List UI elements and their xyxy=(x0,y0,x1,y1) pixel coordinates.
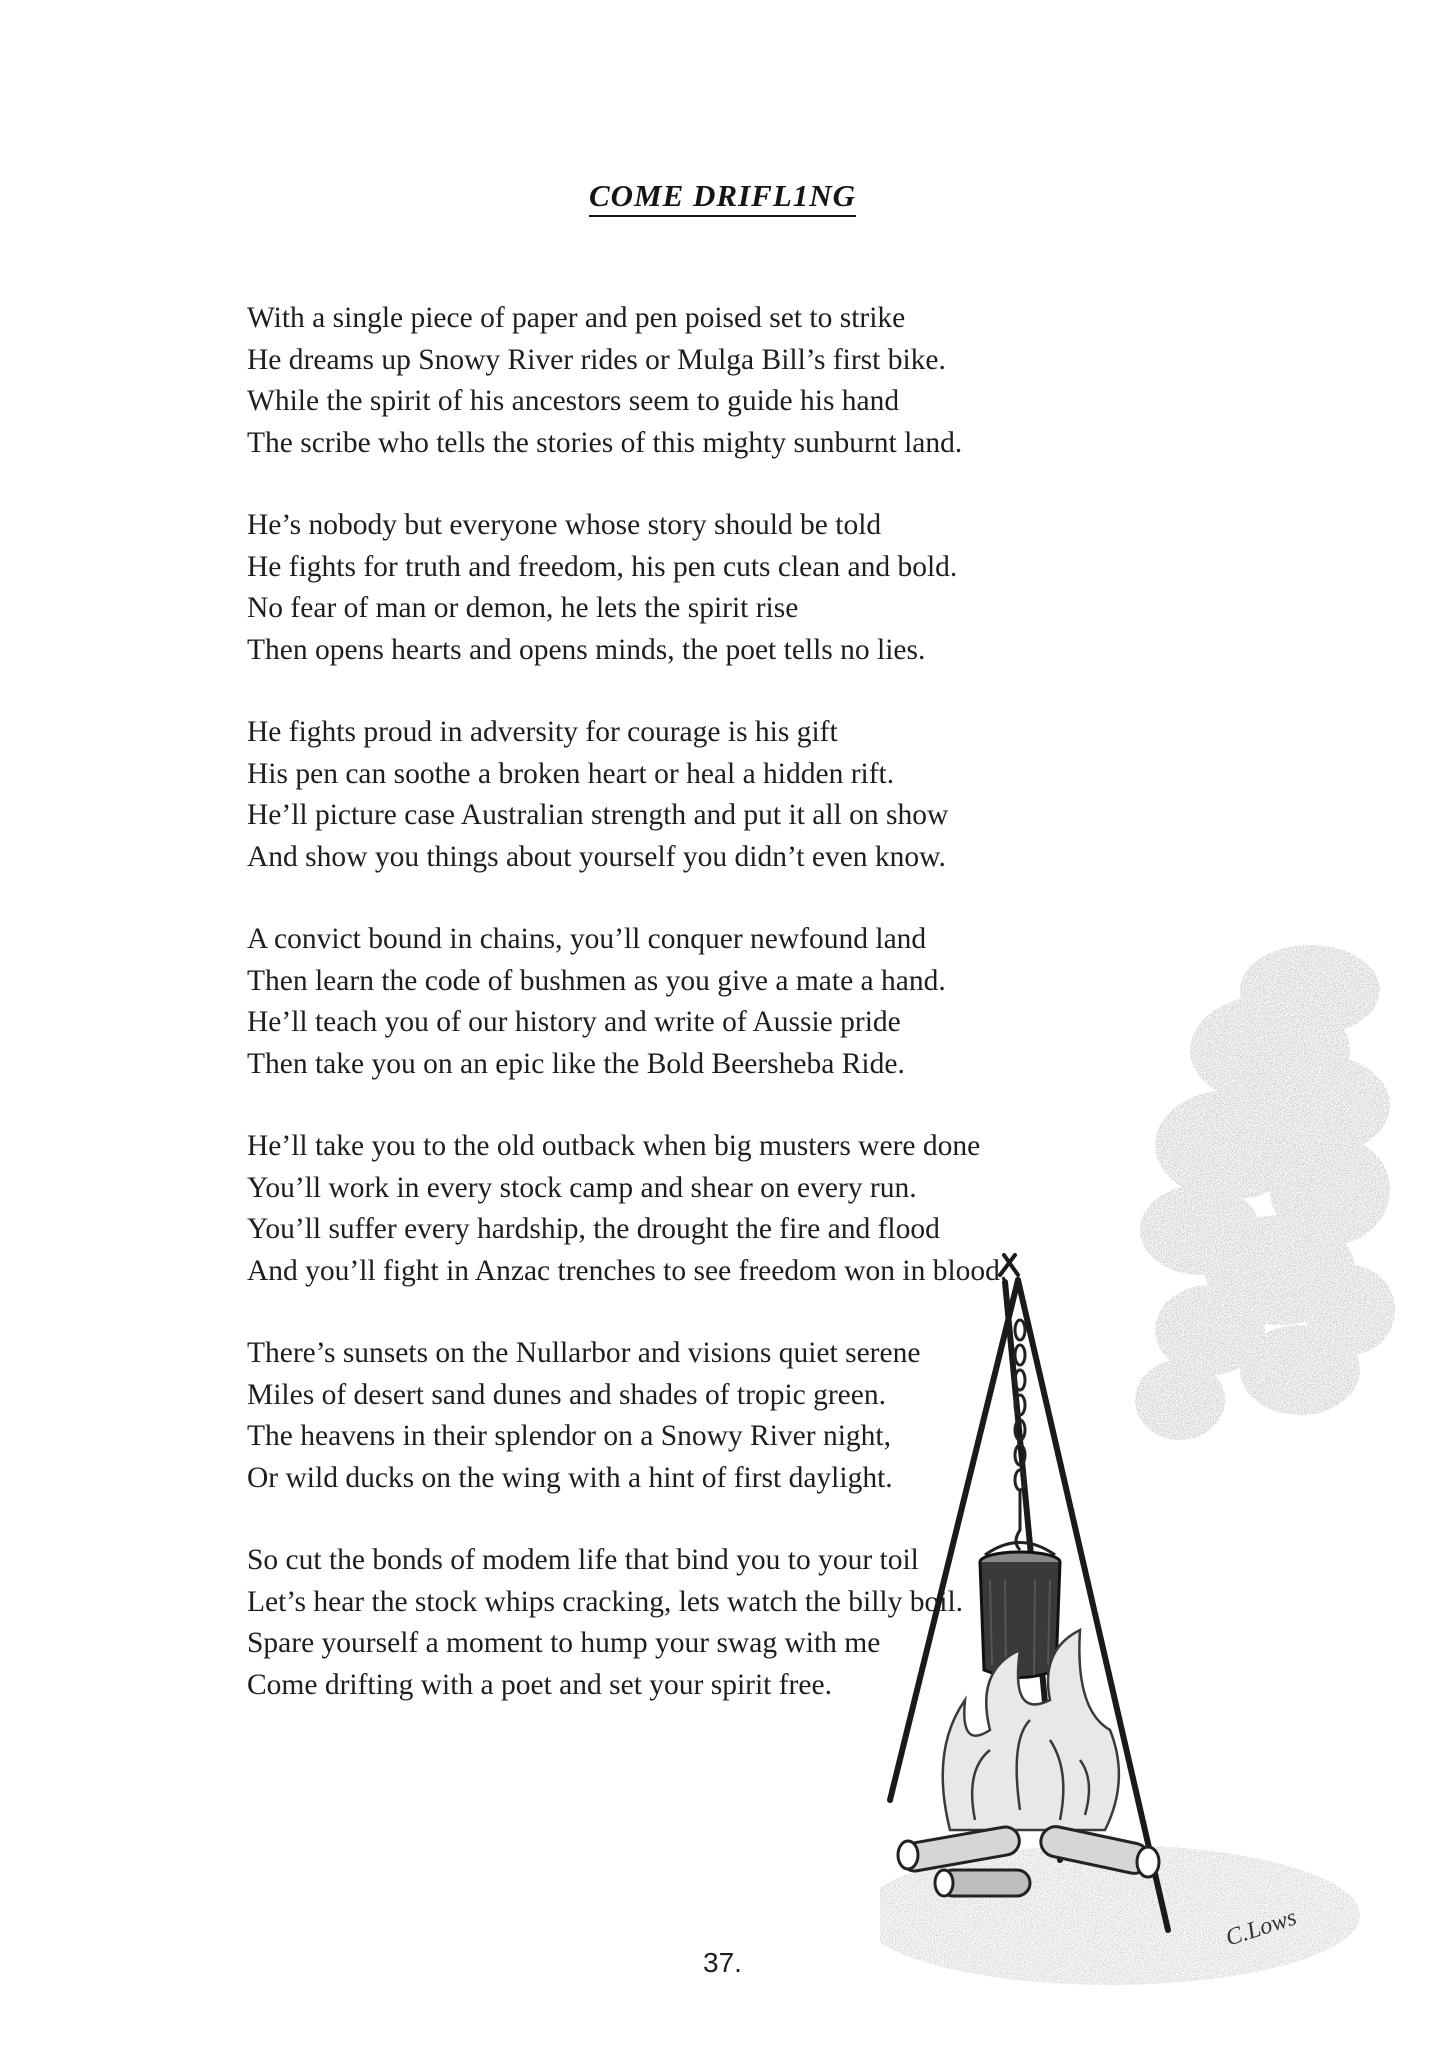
poem-line: Let’s hear the stock whips cracking, lets watch the billy boil. xyxy=(247,1585,964,1618)
poem-line: Or wild ducks on the wing with a hint of first daylight. xyxy=(247,1461,893,1494)
poem-title: COME DRIFL1NG xyxy=(0,178,1445,214)
stanza xyxy=(247,712,1147,878)
artist-signature: C.Lows xyxy=(1222,1904,1300,1952)
poem-line: So cut the bonds of modem life that bind you to your toil xyxy=(247,1544,919,1576)
stanza xyxy=(247,298,1147,464)
poem-line: His pen can soothe a broken heart or heal a hidden rift. xyxy=(247,757,895,790)
poem-line: And show you things about yourself you didn’t even know. xyxy=(247,840,946,873)
poem-line: Come drifting with a poet and set your spirit free. xyxy=(247,1668,832,1701)
poem-line: Then take you on an epic like the Bold Beersheba Ride. xyxy=(247,1047,905,1080)
poem-line: A convict bound in chains, you’ll conquer newfound land xyxy=(247,923,927,955)
poem-line: He’ll picture case Australian strength and put it all on show xyxy=(247,799,949,831)
poem-line: And you’ll fight in Anzac trenches to see freedom won in blood. xyxy=(247,1254,1008,1287)
poem-line: He’ll teach you of our history and write of Aussie pride xyxy=(247,1006,901,1038)
poem-line: You’ll work in every stock camp and shear on every run. xyxy=(247,1171,917,1204)
poem-line: There’s sunsets on the Nullarbor and visions quiet serene xyxy=(247,1337,921,1369)
poem-line: He’ll take you to the old outback when big musters were done xyxy=(247,1130,981,1162)
poem-line: Then opens hearts and opens minds, the poet tells no lies. xyxy=(247,633,926,666)
poem-line: While the spirit of his ancestors seem to guide his hand xyxy=(247,385,900,417)
poem-line: He fights proud in adversity for courage is his gift xyxy=(247,716,838,748)
poem-line: With a single piece of paper and pen poised set to strike xyxy=(247,302,906,334)
poem-line: You’ll suffer every hardship, the drought the fire and flood xyxy=(247,1213,940,1245)
poem-line: No fear of man or demon, he lets the spirit rise xyxy=(247,592,799,624)
poem-line: He dreams up Snowy River rides or Mulga Bill’s first bike. xyxy=(247,343,946,376)
poem-line: Miles of desert sand dunes and shades of tropic green. xyxy=(247,1378,886,1411)
poem-line: The heavens in their splendor on a Snowy River night, xyxy=(247,1420,891,1452)
poem-line: He’s nobody but everyone whose story should be told xyxy=(247,509,882,541)
page-number: 37. xyxy=(703,1947,742,1978)
poem-line: The scribe who tells the stories of this mighty sunburnt land. xyxy=(247,426,963,459)
poem-line: Then learn the code of bushmen as you give a mate a hand. xyxy=(247,964,946,997)
poem-line: He fights for truth and freedom, his pen cuts clean and bold. xyxy=(247,550,958,583)
smoke-icon xyxy=(1135,945,1395,1440)
campfire-tripod-billy-illustration xyxy=(880,930,1400,2020)
stanza xyxy=(247,505,1147,671)
poem-line: Spare yourself a moment to hump your swag with me xyxy=(247,1627,881,1659)
